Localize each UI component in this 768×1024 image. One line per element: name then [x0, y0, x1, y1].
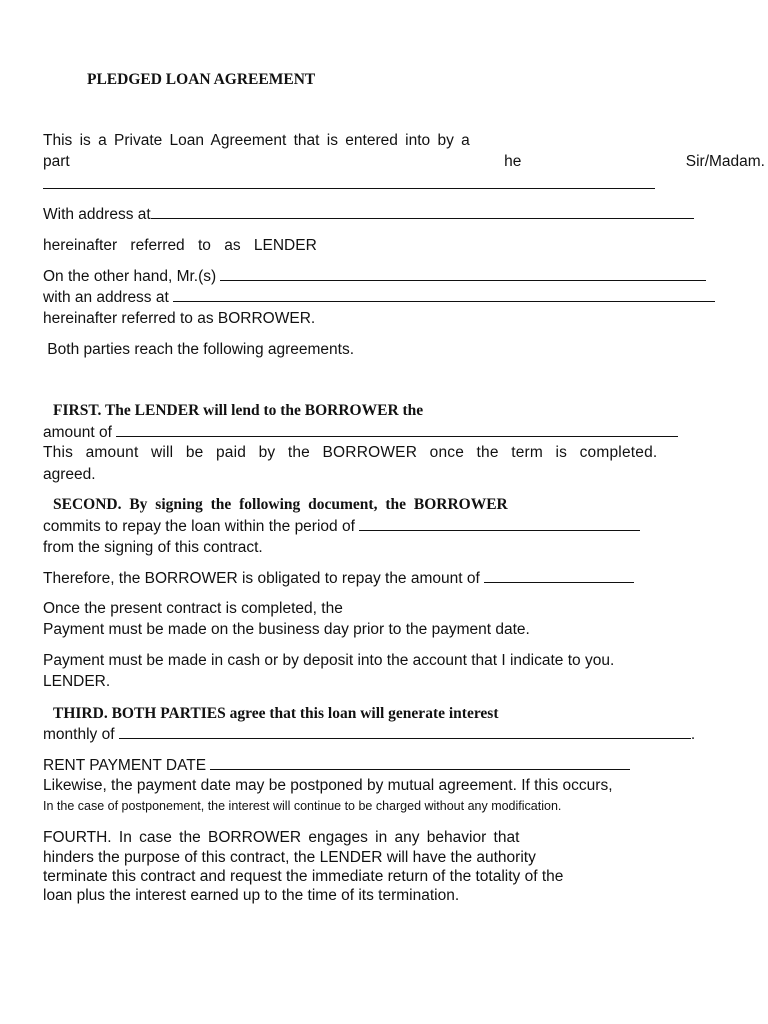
first-amount-label: amount of — [43, 424, 112, 441]
fourth-line-2: hinders the purpose of this contract, the LENDER will have the authority — [43, 849, 536, 866]
rent-date-blank[interactable] — [210, 755, 630, 770]
party-name-blank[interactable] — [43, 174, 655, 189]
second-heading: SECOND. By signing the following document, the BORROWER — [53, 496, 508, 513]
monthly-line — [43, 724, 695, 745]
first-heading: FIRST. The LENDER will lend to the BORROWER the — [53, 402, 424, 419]
rent-date-label: RENT PAYMENT DATE — [43, 757, 207, 774]
obligated-line — [43, 568, 634, 589]
loan-amount-blank[interactable] — [116, 422, 678, 437]
second-period-line — [43, 516, 640, 537]
fourth-line-1: FOURTH. In case the BORROWER engages in any behavior that — [43, 829, 520, 846]
borrower-address-label: with an address at — [43, 289, 169, 306]
lender-address-blank[interactable] — [151, 204, 694, 219]
third-heading: THIRD. BOTH PARTIES agree that this loan will generate interest — [53, 705, 499, 722]
completed-line: Once the present contract is completed, the — [43, 600, 343, 617]
fourth-line-3: terminate this contract and request the immediate return of the totality of the — [43, 868, 564, 885]
intro-line-1: This is a Private Loan Agreement that is entered into by a — [43, 132, 470, 149]
payment-day-line: Payment must be made on the business day prior to the payment date. — [43, 621, 530, 638]
first-line-3: This amount will be paid by the BORROWER once the term is completed. — [43, 444, 658, 461]
intro-line-2 — [43, 152, 765, 172]
borrower-name-blank[interactable] — [220, 266, 706, 281]
first-amount-line — [43, 422, 678, 443]
agreements-intro: Both parties reach the following agreements. — [43, 341, 355, 358]
intro-he-text: he — [504, 153, 522, 170]
intro-part-text: part — [43, 153, 70, 170]
postpone-small-line: In the case of postponement, the interest will continue to be charged without any modification. — [43, 799, 562, 813]
borrower-address-blank[interactable] — [173, 287, 715, 302]
other-party-line-1 — [43, 266, 706, 287]
intro-blank-line[interactable] — [43, 174, 655, 195]
second-period-label: commits to repay the loan within the period of — [43, 518, 355, 535]
other-party-line-2 — [43, 287, 715, 308]
postpone-line: Likewise, the payment date may be postponed by mutual agreement. If this occurs, — [43, 777, 613, 794]
other-party-label: On the other hand, Mr.(s) — [43, 268, 217, 285]
address-line — [43, 204, 694, 225]
lender-line: LENDER. — [43, 673, 111, 690]
borrower-reference: hereinafter referred to as BORROWER. — [43, 310, 316, 327]
cash-line: Payment must be made in cash or by deposit into the account that I indicate to you. — [43, 652, 615, 669]
second-line-3: from the signing of this contract. — [43, 539, 263, 556]
monthly-label: monthly of — [43, 726, 115, 743]
lender-reference: hereinafter referred to as LENDER — [43, 237, 317, 254]
rent-date-line — [43, 755, 630, 776]
first-line-4: agreed. — [43, 466, 96, 483]
monthly-end: . — [690, 726, 696, 743]
intro-sir-madam-text: Sir/Madam. — [685, 153, 765, 170]
address-label: With address at — [43, 206, 151, 223]
repay-amount-blank[interactable] — [484, 568, 634, 583]
obligated-label: Therefore, the BORROWER is obligated to repay the amount of — [43, 570, 480, 587]
repay-period-blank[interactable] — [359, 516, 640, 531]
monthly-interest-blank[interactable] — [119, 724, 691, 739]
fourth-line-4: loan plus the interest earned up to the time of its termination. — [43, 887, 460, 904]
document-title: PLEDGED LOAN AGREEMENT — [87, 71, 316, 88]
